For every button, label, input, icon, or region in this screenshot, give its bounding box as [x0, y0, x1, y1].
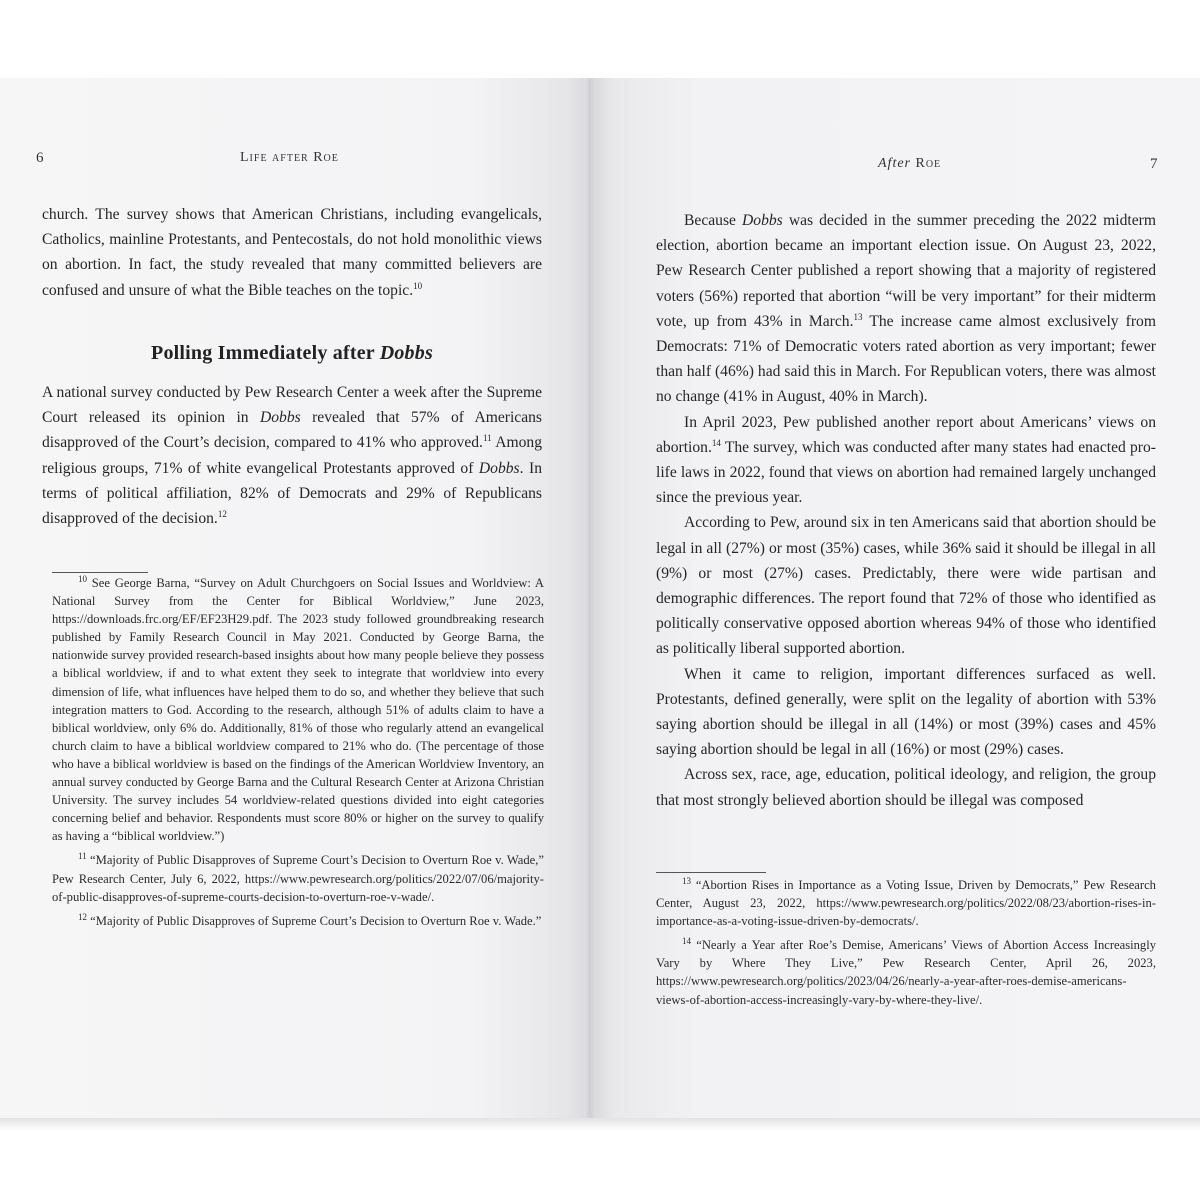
footnote-12-number: 12	[78, 911, 87, 922]
footnote-14-text: “Nearly a Year after Roe’s Demise, Americans’ Views of Abortion Access Increasingly Vary by Where They Live,” Pew Research Center, April 26, 2023, https://www.pewresearch.org/politics/2023/04/26/nearly-a-year-after-roes-demise-americans-views-of-abortion-access-increasingly-vary-by-where-they-live/.	[656, 938, 1156, 1007]
right-paragraph-1	[656, 208, 1156, 410]
book-gutter	[584, 78, 596, 1118]
left-footnote-rule	[52, 572, 148, 573]
right-paragraph-5: Across sex, race, age, education, political ideology, and religion, the group that most strongly believed abortion should be illegal was composed	[656, 766, 1156, 809]
section-heading-emphasis: Dobbs	[379, 342, 433, 364]
right-body	[656, 208, 1156, 813]
left-running-head-text: Life after Roe	[240, 150, 339, 165]
note-ref-14[interactable]: 14	[711, 437, 721, 448]
right-page	[590, 78, 1200, 1118]
footnote-12-text: “Majority of Public Disapproves of Supreme Court’s Decision to Overturn Roe v. Wade.”	[90, 913, 542, 928]
right-paragraph-2-part-2: The survey, which was conducted after many states had enacted pro-life laws in 2022, found that views on abortion had remained largely unchanged since the previous year.	[656, 438, 1156, 507]
note-ref-13[interactable]: 13	[853, 311, 863, 322]
footnote-14	[656, 936, 1156, 1008]
right-paragraph-1-italic: Dobbs	[742, 212, 783, 229]
right-footnote-rule	[656, 872, 766, 873]
left-paragraph-1-text: church. The survey shows that American Christians, including evangelicals, Catholics, mainline Protestants, and Pentecostals, do not hold monolithic views on abortion. In fact, the study revealed that many committed believers are confused and unsure of what the Bible teaches on the topic.	[42, 206, 542, 299]
left-paragraph-2-italic-1: Dobbs	[259, 409, 301, 427]
footnote-10	[52, 574, 544, 845]
right-paragraph-2	[656, 410, 1156, 511]
right-paragraph-4: When it came to religion, important differences surfaced as well. Protestants, defined generally, were split on the legality of abortion with 53% saying abortion should be illegal in all (14%) or most (39%) cases and 45% saying abortion should be legal in all (16%) or most (29%) cases.	[656, 665, 1156, 759]
right-page-number: 7	[1150, 156, 1158, 172]
right-paragraph-1-part-1: Because	[684, 212, 736, 229]
section-heading-text: Polling Immediately after	[151, 342, 375, 364]
footnote-11-number: 11	[78, 851, 87, 862]
footnote-11	[52, 851, 544, 905]
footnote-13	[656, 876, 1156, 930]
right-footnotes	[656, 876, 1156, 1015]
left-page-number: 6	[36, 150, 44, 166]
footnote-12	[52, 912, 544, 930]
book-bottom-shadow	[0, 1118, 1200, 1130]
right-paragraph-2-part-1: In April 2023, Pew published another report about Americans’ views on abortion.	[656, 413, 1156, 456]
left-paragraph-2-part-2: revealed that 57% of Americans disapproved of the Court’s decision, compared to 41% who approved.	[42, 409, 542, 452]
footnote-13-number: 13	[682, 875, 691, 886]
right-paragraph-3: According to Pew, around six in ten Americans said that abortion should be legal in all (27%) or most (35%) cases, while 36% said it should be illegal in all (9%) or most (27%) cases. Predictably, there were wide partisan and demographic differences. The report found that 72% of those who identified as politically conservative opposed abortion whereas 94% of those who identified as politically liberal supported abortion.	[656, 514, 1156, 658]
book-spread	[0, 78, 1200, 1118]
note-ref-12[interactable]: 12	[217, 508, 227, 519]
left-paragraph-2	[42, 380, 542, 531]
section-heading	[42, 342, 542, 365]
right-running-head-text: Roe	[915, 156, 942, 171]
left-paragraph-2-part-4: . In terms of political affiliation, 82% of Democrats and 29% of Republicans disapproved of the decision.	[42, 459, 542, 528]
left-running-head	[240, 150, 339, 166]
note-ref-10[interactable]: 10	[413, 280, 423, 291]
right-running-head	[878, 156, 941, 172]
footnote-10-number: 10	[78, 573, 87, 584]
left-footnotes	[52, 574, 544, 936]
right-running-head-italic: After	[878, 156, 911, 171]
footnote-11-text: “Majority of Public Disapproves of Supreme Court’s Decision to Overturn Roe v. Wade,” Pew Research Center, July 6, 2022, https://www.pewresearch.org/politics/2022/07/06/majority-of-public-disapproves-of-supreme-courts-decision-to-overturn-roe-v-wade/.	[52, 853, 544, 904]
left-paragraph-1	[42, 202, 542, 303]
right-paragraph-1-part-2: was decided in the summer preceding the 2022 midterm election, abortion became an important election issue. On August 23, 2022, Pew Research Center published a report showing that a majority of registered voters (56%) reported that abortion “will be very important” for their midterm vote, up from 43% in March.	[656, 212, 1156, 330]
left-paragraph-2-italic-2: Dobbs	[478, 459, 520, 477]
footnote-14-number: 14	[682, 936, 691, 947]
footnote-13-text: “Abortion Rises in Importance as a Voting Issue, Driven by Democrats,” Pew Research Center, August 23, 2022, https://www.pewresearch.org/politics/2022/08/23/abortion-rises-in-importance-as-a-voting-issue-driven-by-democrats/.	[656, 878, 1156, 929]
left-paragraph-2-part-3: Among religious groups, 71% of white evangelical Protestants approved of	[42, 434, 543, 477]
right-paragraph-1-part-3: The increase came almost exclusively from Democrats: 71% of Democratic voters rated abortion as very important; fewer than half (46%) had said this in March. For Republican voters, there was almost no change (41% in August, 40% in March).	[656, 312, 1156, 406]
footnote-10-text: See George Barna, “Survey on Adult Churchgoers on Social Issues and Worldview: A National Survey from the Center for Biblical Worldview,” June 2023, https://downloads.frc.org/EF/EF23H29.pdf. The 2023 study followed groundbreaking research published by Family Research Council in May 2021. Conducted by George Barna, the nationwide survey provided research-based insights about how many people believe they possess a biblical worldview, if and to what extent they seek to integrate that worldview into every dimension of life, what influences have helped them to do so, and whether they believe that such integration matters to God. According to the research, although 51% of adults claim to have a biblical worldview, only 6% do. Additionally, 81% of those who regularly attend an evangelical church claim to have a biblical worldview compared to 21% who do. (The percentage of those who have a biblical worldview is based on the findings of the American Worldview Inventory, an annual survey conducted by George Barna and the Cultural Research Center at Arizona Christian University. The survey includes 54 worldview-related questions divided into eight categories concerning belief and behavior. Respondents must score 80% or higher on the survey to qualify as having a “biblical worldview.”)	[52, 576, 545, 844]
left-paragraph-2-part-1: A national survey conducted by Pew Research Center a week after the Supreme Court released its opinion in	[42, 384, 542, 427]
note-ref-11[interactable]: 11	[482, 433, 492, 444]
left-page	[0, 78, 590, 1118]
